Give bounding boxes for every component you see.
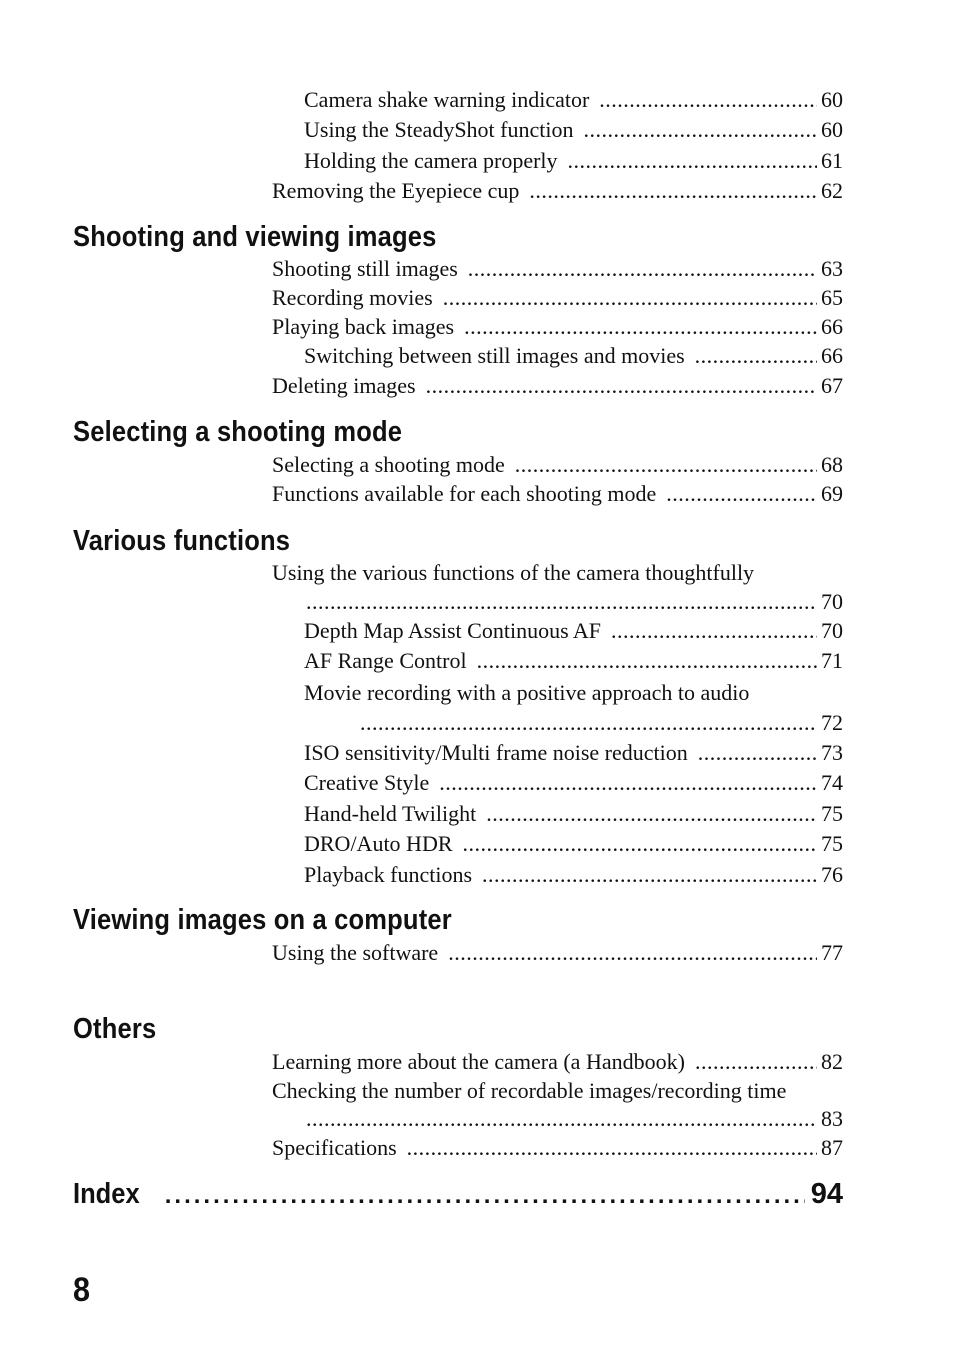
dot-leader — [583, 117, 817, 143]
toc-entry-title: Using the SteadyShot function — [304, 117, 574, 142]
toc-entry[interactable] — [304, 831, 843, 857]
toc-entry-title: Creative Style — [304, 770, 430, 795]
toc-entry-page: 75 — [821, 801, 843, 826]
toc-entry-page: 61 — [821, 148, 843, 173]
toc-entry-title: Removing the Eyepiece cup — [272, 178, 520, 203]
section-heading: Viewing images on a computer — [73, 904, 452, 936]
toc-entry-page: 73 — [821, 740, 843, 765]
toc-entry-page: 82 — [821, 1049, 843, 1074]
toc-entry-page: 77 — [821, 940, 843, 965]
toc-entry[interactable] — [272, 256, 843, 282]
toc-entry[interactable] — [304, 87, 843, 113]
toc-entry-title: Functions available for each shooting mode — [272, 481, 657, 506]
toc-entry-page: 70 — [821, 589, 843, 614]
dot-leader — [165, 1179, 805, 1213]
toc-entry-page: 87 — [821, 1135, 843, 1160]
dot-leader — [439, 770, 817, 796]
toc-entry-title: AF Range Control — [304, 648, 467, 673]
toc-entry[interactable] — [272, 452, 843, 478]
toc-entry-page: 60 — [821, 117, 843, 142]
toc-entry[interactable] — [304, 801, 843, 827]
dot-leader — [529, 178, 817, 204]
toc-entry-title: Using the software — [272, 940, 439, 965]
toc-entry-page: 62 — [821, 178, 843, 203]
toc-entry-page: 70 — [821, 618, 843, 643]
toc-entry[interactable] — [304, 862, 843, 888]
toc-entry-page: 65 — [821, 285, 843, 310]
toc-entry[interactable] — [272, 481, 843, 507]
toc-entry-title[interactable]: Checking the number of recordable images/recording time — [272, 1078, 787, 1103]
toc-entry-page: 66 — [821, 343, 843, 368]
dot-leader — [468, 256, 817, 282]
toc-entry-page: 76 — [821, 862, 843, 887]
dot-leader — [426, 373, 817, 399]
toc-entry[interactable] — [272, 178, 843, 204]
toc-entry-title: Learning more about the camera (a Handbook) — [272, 1049, 685, 1074]
dot-leader — [482, 862, 817, 888]
dot-leader — [306, 589, 817, 615]
toc-entry[interactable] — [272, 1135, 843, 1161]
dot-leader — [360, 710, 817, 736]
toc-entry[interactable] — [304, 343, 843, 369]
dot-leader — [666, 481, 817, 507]
toc-entry-title[interactable]: Using the various functions of the camera thoughtfully — [272, 560, 755, 585]
toc-entry[interactable] — [272, 1049, 843, 1075]
toc-entry-page: 63 — [821, 256, 843, 281]
toc-entry-page: 71 — [821, 648, 843, 673]
page-number: 8 — [73, 1271, 91, 1309]
toc-entry-title: Camera shake warning indicator — [304, 87, 590, 112]
index-page: 94 — [810, 1178, 843, 1210]
dot-leader — [477, 648, 817, 674]
dot-leader — [568, 148, 817, 174]
dot-leader — [599, 87, 817, 113]
toc-entry-title: Recording movies — [272, 285, 433, 310]
toc-entry-title: ISO sensitivity/Multi frame noise reduction — [304, 740, 688, 765]
toc-entry-title: Depth Map Assist Continuous AF — [304, 618, 602, 643]
section-heading: Shooting and viewing images — [73, 221, 437, 253]
toc-entry-title: Playing back images — [272, 314, 455, 339]
toc-entry-page: 74 — [821, 770, 843, 795]
section-heading: Selecting a shooting mode — [73, 416, 403, 448]
dot-leader — [443, 285, 817, 311]
dot-leader — [486, 801, 817, 827]
dot-leader — [695, 343, 817, 369]
toc-entry-title[interactable]: Movie recording with a positive approach to audio — [304, 680, 750, 705]
dot-leader — [464, 314, 817, 340]
toc-entry[interactable] — [304, 117, 843, 143]
toc-entry[interactable] — [304, 648, 843, 674]
toc-entry[interactable] — [272, 285, 843, 311]
toc-entry-continuation[interactable] — [306, 589, 843, 615]
dot-leader — [306, 1106, 817, 1132]
toc-entry-title: Deleting images — [272, 373, 416, 398]
toc-entry-title: Holding the camera properly — [304, 148, 558, 173]
toc-index-entry[interactable] — [73, 1177, 843, 1213]
dot-leader — [407, 1135, 817, 1161]
toc-entry-page: 67 — [821, 373, 843, 398]
toc-entry-page: 83 — [821, 1106, 843, 1131]
dot-leader — [515, 452, 817, 478]
toc-entry[interactable] — [304, 740, 843, 766]
index-label: Index — [73, 1178, 140, 1210]
toc-entry-page: 68 — [821, 452, 843, 477]
toc-entry-title: Hand-held Twilight — [304, 801, 477, 826]
toc-entry-continuation[interactable] — [360, 710, 843, 736]
section-heading: Others — [73, 1013, 157, 1045]
dot-leader — [695, 1049, 817, 1075]
toc-entry-page: 60 — [821, 87, 843, 112]
dot-leader — [463, 831, 817, 857]
dot-leader — [611, 618, 817, 644]
toc-entry[interactable] — [272, 314, 843, 340]
toc-entry[interactable] — [272, 940, 843, 966]
toc-entry-title: Switching between still images and movies — [304, 343, 685, 368]
toc-entry-page: 75 — [821, 831, 843, 856]
toc-entry-continuation[interactable] — [306, 1106, 843, 1132]
toc-entry[interactable] — [304, 148, 843, 174]
dot-leader — [698, 740, 817, 766]
toc-entry-title: Specifications — [272, 1135, 397, 1160]
dot-leader — [448, 940, 817, 966]
toc-entry-title: Playback functions — [304, 862, 473, 887]
toc-entry[interactable] — [304, 618, 843, 644]
toc-entry-page: 72 — [821, 710, 843, 735]
toc-entry-page: 69 — [821, 481, 843, 506]
toc-entry[interactable] — [304, 770, 843, 796]
toc-entry-title: Selecting a shooting mode — [272, 452, 505, 477]
toc-entry-title: DRO/Auto HDR — [304, 831, 453, 856]
toc-entry-title: Shooting still images — [272, 256, 458, 281]
toc-entry-page: 66 — [821, 314, 843, 339]
toc-entry[interactable] — [272, 373, 843, 399]
section-heading: Various functions — [73, 525, 291, 557]
